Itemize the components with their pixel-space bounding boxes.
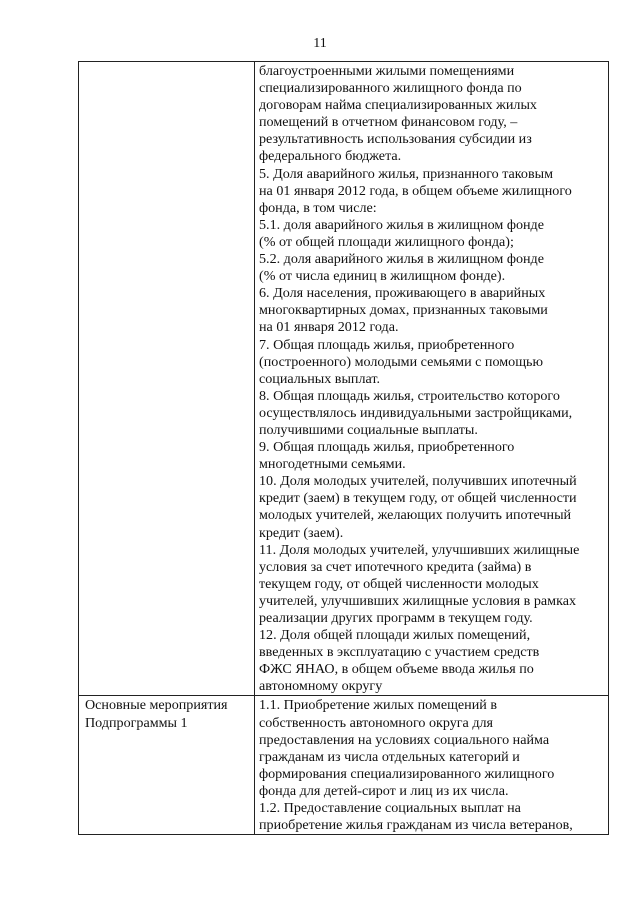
text-line: социальных выплат. <box>259 370 381 387</box>
row1-right-text <box>255 62 608 695</box>
text-line: 5.2. доля аварийного жилья в жилищном фонде <box>259 251 544 268</box>
text-line: 10. Доля молодых учителей, получивших ипотечный <box>259 473 577 490</box>
text-line: многоквартирных домах, признанных таковыми <box>259 302 548 319</box>
text-line: фонда, в том числе: <box>259 199 377 216</box>
text-line: (построенного) молодыми семьями с помощью <box>259 353 544 370</box>
row2-right-text <box>255 696 608 834</box>
text-line: фонда для детей-сирот и лиц из их числа. <box>259 782 509 799</box>
row2-right-cell <box>255 696 609 835</box>
text-line: реализации других программ в текущем году. <box>259 610 533 626</box>
text-line: молодых учителей, желающих получить ипотечный <box>259 507 572 524</box>
text-line: 1.1. Приобретение жилых помещений в <box>259 697 497 714</box>
table-row-indicators <box>79 62 609 696</box>
text-line: благоустроенными жилыми помещениями <box>259 63 515 79</box>
text-line: на 01 января 2012 года. <box>259 319 399 336</box>
page-number: 11 <box>313 36 327 51</box>
text-line: 7. Общая площадь жилья, приобретенного <box>259 336 515 353</box>
text-line: многодетными семьями. <box>259 456 406 473</box>
text-line: 5. Доля аварийного жилья, признанного таковым <box>259 165 554 182</box>
row2-left-text <box>79 696 254 731</box>
text-line: приобретение жилья гражданам из числа ветеранов, <box>259 817 573 834</box>
text-line: кредит (заем) в текущем году, от общей численности <box>259 490 577 507</box>
text-line: условия за счет ипотечного кредита (займа) в <box>259 558 532 575</box>
text-line: (% от общей площади жилищного фонда); <box>259 233 514 250</box>
text-line: 9. Общая площадь жилья, приобретенного <box>259 439 515 456</box>
text-line: 5.1. доля аварийного жилья в жилищном фонде <box>259 216 544 233</box>
text-line: 8. Общая площадь жилья, строительство которого <box>259 387 560 404</box>
text-line: Основные мероприятия <box>85 697 228 714</box>
text-line: учителей, улучшивших жилищные условия в рамках <box>259 592 576 609</box>
row1-right-cell <box>255 62 609 696</box>
program-table <box>78 61 609 835</box>
text-line: 1.2. Предоставление социальных выплат на <box>259 800 521 817</box>
table-row-main-activities <box>79 696 609 835</box>
text-line: помещений в отчетном финансовом году, – <box>259 114 518 131</box>
text-line: автономному округу <box>259 678 383 695</box>
text-line: текущем году, от общей численности молодых <box>259 575 539 592</box>
text-line: федерального бюджета. <box>259 148 402 165</box>
text-line: получившими социальные выплаты. <box>259 421 478 438</box>
text-line: осуществлялось индивидуальными застройщиками, <box>259 404 573 421</box>
text-line: кредит (заем). <box>259 524 344 541</box>
text-line: собственность автономного округа для <box>259 714 494 731</box>
text-line: Подпрограммы 1 <box>85 714 188 731</box>
text-line: предоставления на условиях социального найма <box>259 731 550 748</box>
text-line: 11. Доля молодых учителей, улучшивших жилищные <box>259 541 580 558</box>
text-line: 6. Доля населения, проживающего в аварийных <box>259 285 546 302</box>
text-line: введенных в эксплуатацию с участием средств <box>259 644 540 661</box>
text-line: 12. Доля общей площади жилых помещений, <box>259 627 531 644</box>
text-line: специализированного жилищного фонда по <box>259 80 522 97</box>
text-line: ФЖС ЯНАО, в общем объеме ввода жилья по <box>259 661 534 678</box>
row2-left-cell <box>79 696 255 835</box>
row1-left-cell <box>79 62 255 696</box>
text-line: на 01 января 2012 года, в общем объеме жилищного <box>259 182 572 199</box>
text-line: формирования специализированного жилищного <box>259 765 555 782</box>
text-line: договорам найма специализированных жилых <box>259 97 537 114</box>
text-line: (% от числа единиц в жилищном фонде). <box>259 268 506 285</box>
row1-left-text <box>79 62 254 63</box>
text-line: результативность использования субсидии из <box>259 131 532 148</box>
text-line: гражданам из числа отдельных категорий и <box>259 748 520 765</box>
